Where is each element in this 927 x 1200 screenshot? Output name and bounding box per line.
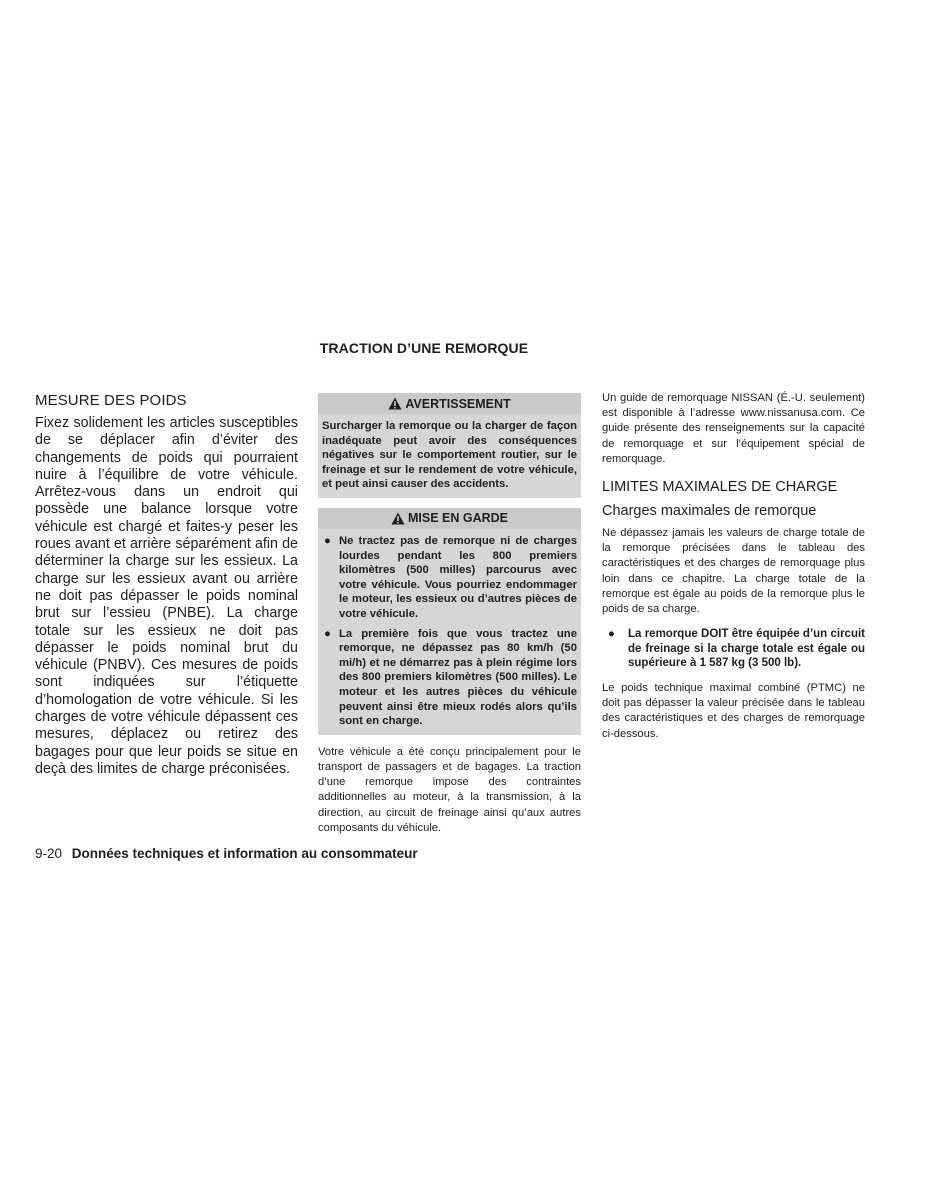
caution-bullet-text: La première fois que vous tractez une remorque, ne dépassez pas 80 km/h (50 mi/h) et ne démarrez pas à plein régime lors des 800 premiers kilomètres (500 milles). Le moteur et les autres pièces du véhicule peuvent ainsi être mieux rodés alors qu’ils sont en charge.	[339, 627, 577, 728]
bullet-icon: ●	[324, 534, 331, 547]
chapter-title: Données techniques et information au consommateur	[71, 846, 418, 861]
warning-box	[318, 393, 581, 498]
column-left	[35, 392, 298, 778]
page-footer	[35, 846, 418, 861]
warning-title: AVERTISSEMENT	[405, 396, 511, 411]
brake-requirement-text: La remorque DOIT être équipée d’un circuit de freinage si la charge totale est égale ou supérieure à 1 587 kg (3 500 lb).	[628, 628, 865, 670]
section-heading-load-limits: LIMITES MAXIMALES DE CHARGE	[602, 479, 838, 496]
caution-bullet	[322, 534, 577, 622]
caution-box-header	[318, 508, 581, 529]
warning-box-header	[318, 393, 581, 414]
brake-requirement-bullet	[602, 627, 865, 671]
gcwr-paragraph: Le poids technique maximal combiné (PTMC) ne doit pas dépasser la valeur précisée dans le tableau des caractéristiques et des charges de remorquage ci-dessous.	[602, 682, 865, 740]
bullet-icon: ●	[324, 627, 331, 640]
caution-title: MISE EN GARDE	[407, 511, 508, 526]
warning-text: Surcharger la remorque ou la charger de façon inadéquate peut avoir des conséquences négatives sur le comportement routier, sur le freinage et sur le rendement de votre véhicule, et peut ainsi causer des accidents.	[322, 420, 577, 491]
trailer-load-paragraph: Ne dépassez jamais les valeurs de charge totale de la remorque précisées dans le tableau des caractéristiques et des charges de remorquage plus loin dans ce chapitre. La charge totale de la remorque est égale au poids de la remorque plus le poids de sa charge.	[602, 527, 865, 616]
section-heading-weighing: MESURE DES POIDS	[35, 392, 187, 409]
towing-intro-paragraph: Votre véhicule a été conçu principalement pour le transport de passagers et de bagages. La traction d’une remorque impose des contraintes additionnelles au moteur, à la transmission, à la direction, au circuit de freinage ainsi qu’aux autres composants du véhicule.	[318, 745, 581, 834]
page-number: 9-20	[35, 846, 63, 861]
caution-bullet-text: Ne tractez pas de remorque ni de charges lourdes pendant les 800 premiers kilomètres (500 milles) parcourus avec votre véhicule. Vous pourriez endommager le moteur, les essieux ou d’autres pièces de votre véhicule.	[339, 534, 577, 620]
bullet-icon: ●	[608, 628, 615, 641]
column-middle	[318, 393, 581, 836]
caution-box	[318, 508, 581, 735]
warning-triangle-icon	[388, 397, 402, 410]
column-right	[602, 391, 865, 742]
warning-box-body	[318, 414, 581, 498]
weighing-paragraph: Fixez solidement les articles susceptibles de se déplacer afin d’éviter des changements de poids qui pourraient nuire à l’équilibre de votre véhicule. Arrêtez-vous dans un endroit qui possède une balance lorsque votre véhicule est chargé et faites-y peser les roues avant et arrière séparément afin de déterminer la charge sur les essieux. La charge sur les essieux avant ou arrière ne doit pas dépasser le poids nominal brut sur l’essieu (PNBE). La charge totale sur les essieux ne doit pas dépasser le poids nominal brut du véhicule (PNBV). Ces mesures de poids sont indiquées sur l’étiquette d’homologation de votre véhicule. Si les charges de votre véhicule dépassent ces mesures, déplacez ou retirez des bagages pour que leur poids se situe en deçà des limites de charge préconisées.	[35, 415, 298, 777]
caution-box-body	[318, 529, 581, 735]
warning-triangle-icon	[391, 512, 405, 525]
towing-guide-paragraph: Un guide de remorquage NISSAN (É.-U. seulement) est disponible à l’adresse www.nissanusa.com. Ce guide présente des renseignements sur la capacité de remorquage et sur l’équipement spécial de remorquage.	[602, 392, 865, 465]
subheading-max-trailer-loads: Charges maximales de remorque	[602, 503, 817, 520]
caution-bullet	[322, 627, 577, 729]
page-title: TRACTION D’UNE REMORQUE	[319, 340, 529, 356]
